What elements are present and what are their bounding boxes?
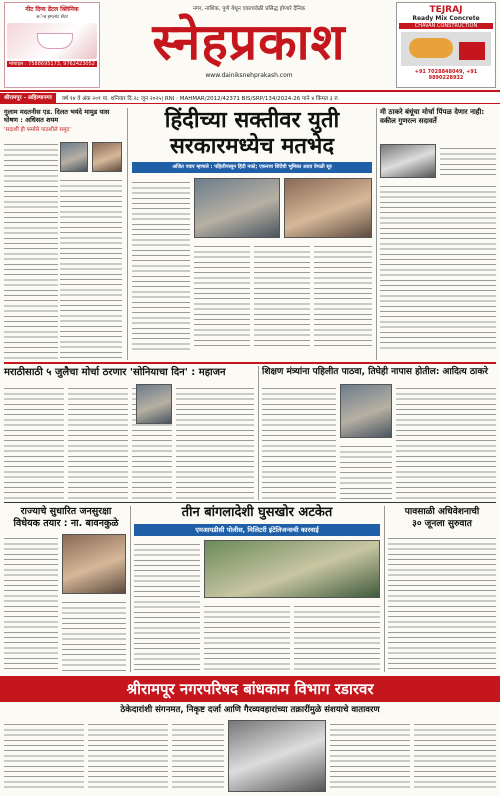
column-divider xyxy=(258,366,259,500)
story-body xyxy=(60,176,122,360)
story-body xyxy=(294,602,380,672)
lead-strap: अजित पवार म्हणाले : पहिलीपासून हिंदी नको; एकनाथ शिंदेंची भूमिका आता वेगळी सूर xyxy=(132,162,372,173)
headline: मराठीसाठी ५ जुलैचा मोर्चा ठरणार 'सोनियाचा दिन' : महाजन xyxy=(4,367,226,378)
issue-info-bar xyxy=(0,93,500,104)
story-body xyxy=(262,384,336,500)
story-body xyxy=(340,442,392,500)
shikshan-headline[interactable] xyxy=(262,366,496,378)
newspaper-brand xyxy=(104,0,394,90)
story-body xyxy=(132,178,190,350)
portrait-photo xyxy=(136,384,172,424)
website-link[interactable]: www.dainiksnehprakash.com xyxy=(205,72,293,79)
ad-product: Ready Mix Concrete xyxy=(412,15,480,22)
story-body xyxy=(62,598,126,672)
state-bill-headline[interactable] xyxy=(4,506,128,530)
portrait-photo xyxy=(60,142,88,172)
column-divider xyxy=(127,108,128,360)
monsoon-session-headline[interactable] xyxy=(388,506,496,530)
left-top-story-headline[interactable] xyxy=(4,108,124,136)
ad-title: नीट दिव्य डेंटल क्लिनिक xyxy=(25,6,79,13)
story-body xyxy=(4,140,58,360)
portrait-photo xyxy=(92,142,122,172)
issue-meta: वर्ष १४ वे अंक २०१ पा. शनिवार दि.२८ जून २०२५| RNI : MAHMAR/2012/42371 BIS/SRP/134/2024-26 पाने ४ किंमत ३ रु. xyxy=(61,96,340,102)
advocate-photo xyxy=(380,144,436,178)
headline-line-1: हिंदीच्या सक्तीवर युती xyxy=(164,107,340,133)
story-body xyxy=(204,602,290,672)
bangladesh-headline[interactable] xyxy=(134,505,380,521)
headline-line-1: पावसाळी अधिवेशनाची xyxy=(404,507,480,517)
newspaper-logo[interactable]: स्नेहप्रकाश xyxy=(152,12,346,71)
bottom-subhead: ठेकेदारांशी संगनमत, निकृष्ट दर्जा आणि गैरव्यवहारांच्या तक्रारींमुळे संशयाचे वातावरण xyxy=(120,705,380,715)
teeth-illustration xyxy=(7,23,97,59)
arrest-photo xyxy=(204,540,380,598)
municipal-building-photo xyxy=(228,720,326,792)
lead-photo xyxy=(284,178,372,238)
story-body xyxy=(4,720,84,792)
ad-phones: +91 7028848049, +91 9890228932 xyxy=(414,69,478,81)
story-body xyxy=(388,534,496,672)
right-top-story-headline[interactable] xyxy=(380,108,496,126)
story-body xyxy=(134,540,200,672)
subhead: 'सदाशी ही फर्मासे पाठशीले समूद' xyxy=(4,127,71,133)
story-body xyxy=(440,144,496,178)
tagline: नगर, नाशिक, पुणे येथून एकाचवेळी प्रसिद्ध होणारे दैनिक xyxy=(193,6,305,12)
marathi-morcha-headline[interactable] xyxy=(4,366,254,379)
story-body xyxy=(414,720,496,792)
story-body xyxy=(194,242,250,350)
story-body xyxy=(172,720,224,792)
headline-line-2: ३० जूनला सुरुवात xyxy=(412,519,472,529)
bottom-banner-headline[interactable]: श्रीरामपूर नगरपरिषद बांधकाम विभाग रडारवर xyxy=(0,676,500,702)
aaditya-photo xyxy=(340,384,392,438)
story-body xyxy=(176,384,254,500)
story-body xyxy=(254,242,310,350)
column-divider xyxy=(384,506,385,672)
lead-story-headline[interactable] xyxy=(132,107,372,159)
story-body xyxy=(4,534,58,672)
headline: गुलाम मदतनीस एड. दिलत भयंदे मामुड यास घोषण : अधिसत शयम xyxy=(4,108,110,124)
story-body xyxy=(330,720,410,792)
story-body xyxy=(396,384,496,500)
ad-phone: मोबाइल : 7588695173, 9762423052 xyxy=(7,61,97,67)
section-divider xyxy=(4,362,496,364)
story-body xyxy=(68,384,128,500)
tejraj-concrete-ad[interactable] xyxy=(396,2,496,88)
headline: मी ठाकरे बंधूंचा मोर्चा पिंपळ देणार नाही: वकील गुणरत्न सदावर्ते xyxy=(380,108,485,125)
headline: शिक्षण मंत्र्यांना पहिलीत पाठवा, तिघेही नापास होतील: आदित्य ठाकरे xyxy=(262,367,488,377)
edition-city: श्रीरामपूर - अहिल्यानगर xyxy=(0,93,56,104)
story-body xyxy=(88,720,168,792)
story-body xyxy=(314,242,372,350)
column-divider xyxy=(130,506,131,672)
headline-line-2: विधेयक तयार : ना. बावनकुळे xyxy=(13,518,119,529)
ad-company: CHAVAN CONSTRUCTION xyxy=(399,23,493,29)
dental-clinic-ad[interactable] xyxy=(4,2,100,88)
headline-line-2: सरकारमध्येच मतभेद xyxy=(169,133,335,159)
story-body xyxy=(380,182,496,352)
bawankule-photo xyxy=(62,534,126,594)
mixer-truck-image xyxy=(401,32,491,66)
headline: तीन बांगलादेशी घुसखोर अटकेत xyxy=(181,505,333,520)
lead-photo xyxy=(194,178,280,238)
column-divider xyxy=(376,108,377,360)
bangladesh-subhead: एमआयडीसी पोलीस, मिलिटरी इंटेलिजन्सची कारवाई xyxy=(134,524,380,536)
ad-subtitle: अॅन्ड इम्प्लांट सेंटर xyxy=(36,15,68,20)
headline-line-1: राज्याचे सुधारित जनसुरक्षा xyxy=(20,506,112,517)
ad-brand: TEJRAJ xyxy=(429,5,463,15)
masthead xyxy=(0,0,500,92)
story-body xyxy=(4,384,64,500)
section-divider xyxy=(4,502,496,503)
